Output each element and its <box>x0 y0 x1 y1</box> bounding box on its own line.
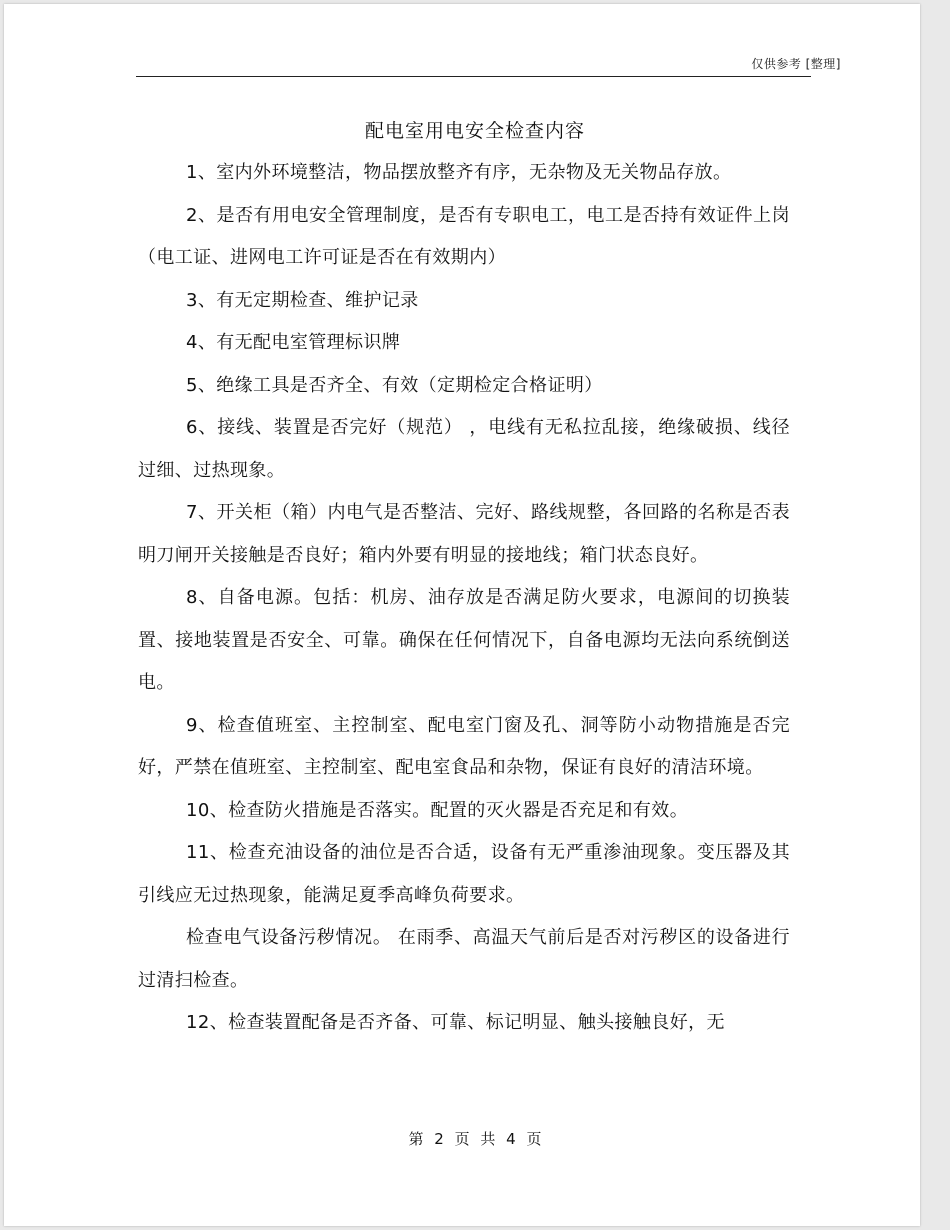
paragraph-11: 11、检查充油设备的油位是否合适，设备有无严重渗油现象。变压器及其引线应无过热现象，能满足夏季高峰负荷要求。 <box>138 842 790 906</box>
paragraph-6: 6、接线、装置是否完好（规范） ，电线有无私拉乱接，绝缘破损、线径过细、过热现象。 <box>138 417 790 481</box>
paragraph-11-note: 检查电气设备污秽情况。 在雨季、高温天气前后是否对污秽区的设备进行过清扫检查。 <box>138 927 790 991</box>
document-title: 配电室用电安全检查内容 <box>364 120 585 142</box>
paragraph-4: 4、有无配电室管理标识牌 <box>186 332 401 353</box>
paragraph-3: 3、有无定期检查、维护记录 <box>186 289 419 311</box>
document-body <box>138 152 790 1045</box>
paragraph-5: 5、绝缘工具是否齐全、有效（定期检定合格证明） <box>186 374 603 396</box>
header-divider <box>136 76 811 77</box>
paragraph-8: 8、自备电源。包括：机房、油存放是否满足防火要求，电源间的切换装置、接地装置是否安全、可靠。确保在任何情况下，自备电源均无法向系统倒送电。 <box>138 587 790 693</box>
paragraph-7: 7、开关柜（箱）内电气是否整洁、完好、路线规整，各回路的名称是否表明刀闸开关接触是否良好；箱内外要有明显的接地线；箱门状态良好。 <box>138 502 790 566</box>
paragraph-12: 12、检查装置配备是否齐备、可靠、标记明显、触头接触良好，无 <box>186 1012 725 1033</box>
paragraph-1: 1、室内外环境整洁，物品摆放整齐有序，无杂物及无关物品存放。 <box>186 162 732 183</box>
header-note: 仅供参考 [整理] <box>751 57 841 71</box>
paragraph-2: 2、是否有用电安全管理制度，是否有专职电工，电工是否持有效证件上岗（电工证、进网电工许可证是否在有效期内） <box>138 204 790 268</box>
paragraph-10: 10、检查防火措施是否落实。配置的灭火器是否充足和有效。 <box>186 799 689 821</box>
paragraph-9: 9、检查值班室、主控制室、配电室门窗及孔、洞等防小动物措施是否完好，严禁在值班室、主控制室、配电室食品和杂物，保证有良好的清洁环境。 <box>138 714 790 778</box>
page-number: 第 2 页 共 4 页 <box>408 1130 542 1148</box>
